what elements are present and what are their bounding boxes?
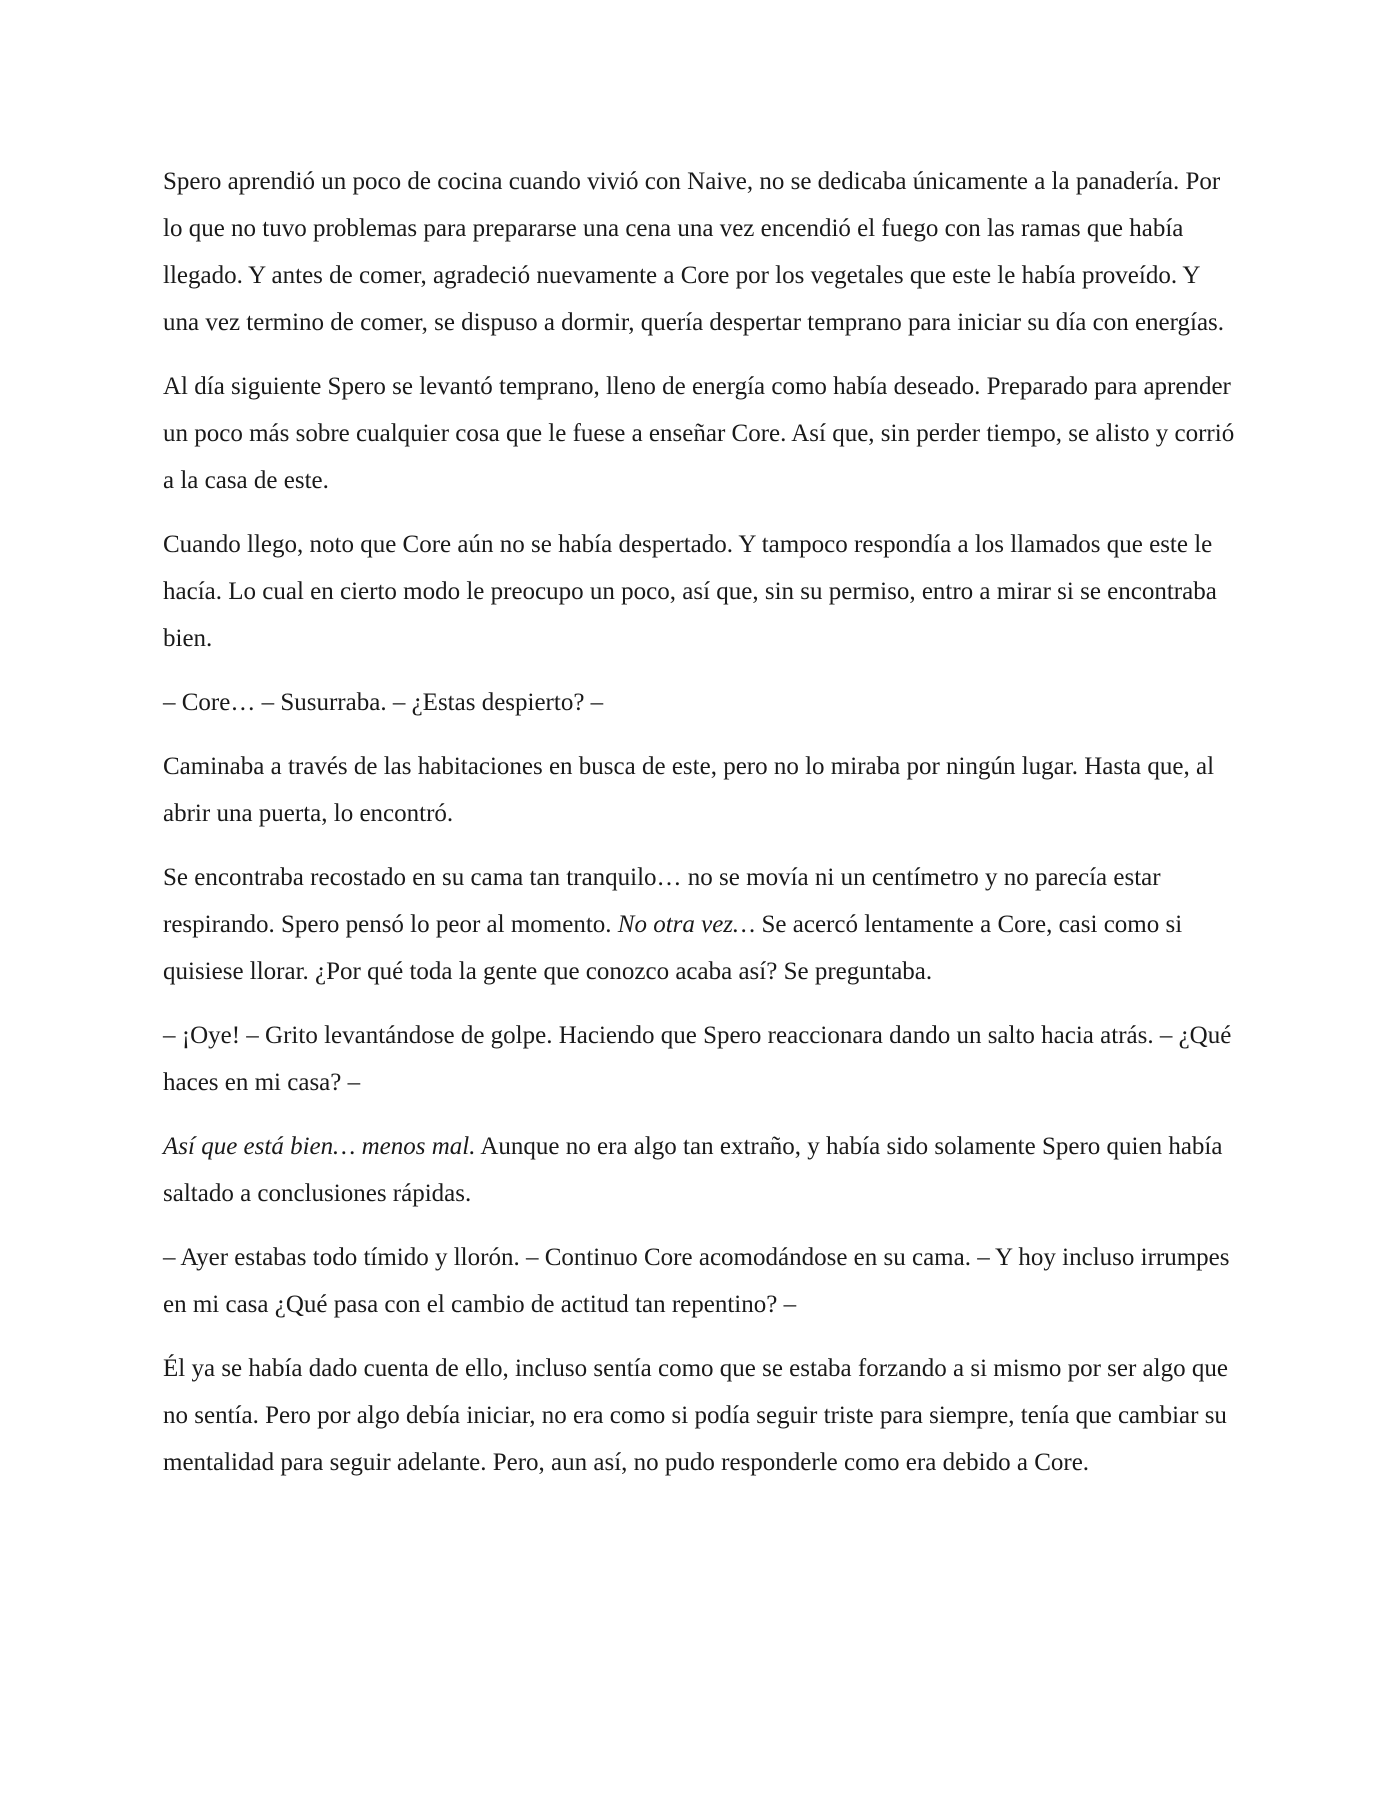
paragraph-text: Él ya se había dado cuenta de ello, incluso sentía como que se estaba forzando a si mismo por ser algo que no sentía. Pero por algo debía iniciar, no era como si podía seguir triste para siempre, tenía que cambiar su mentalidad para seguir adelante. Pero, aun así, no pudo responderle como era debido a Core. [163,1355,1228,1476]
paragraph-text: Cuando llego, noto que Core aún no se había despertado. Y tampoco respondía a los llamados que este le hacía. Lo cual en cierto modo le preocupo un poco, así que, sin su permiso, entro a mirar si se encontraba bien. [163,531,1217,652]
paragraph [163,363,1238,504]
document-body [163,158,1238,1503]
paragraph [163,1123,1238,1217]
dialogue-paragraph [163,1012,1238,1106]
paragraph-text: Aunque no era algo tan extraño, y había sido solamente Spero quien había saltado a conclusiones rápidas. [163,1133,1223,1207]
dialogue-paragraph [163,679,1238,726]
paragraph [163,854,1238,995]
italic-thought: No otra vez… [617,911,756,938]
italic-thought: Así que está bien… menos mal. [163,1133,476,1160]
paragraph [163,1345,1238,1486]
paragraph-text: – Ayer estabas todo tímido y llorón. – Continuo Core acomodándose en su cama. – Y hoy incluso irrumpes en mi casa ¿Qué pasa con el cambio de actitud tan repentino? – [163,1244,1230,1318]
paragraph [163,521,1238,662]
paragraph-text: – Core… – Susurraba. – ¿Estas despierto? – [163,689,604,716]
paragraph-text: Se acercó lentamente a Core, casi como si quisiese llorar. ¿Por qué toda la gente que conozco acaba así? Se preguntaba. [163,911,1183,985]
dialogue-paragraph [163,1234,1238,1328]
paragraph [163,158,1238,346]
paragraph-text: Se encontraba recostado en su cama tan tranquilo… no se movía ni un centímetro y no parecía estar respirando. Spero pensó lo peor al momento. [163,864,1161,938]
paragraph [163,743,1238,837]
paragraph-text: Al día siguiente Spero se levantó temprano, lleno de energía como había deseado. Preparado para aprender un poco más sobre cualquier cosa que le fuese a enseñar Core. Así que, sin perder tiempo, se alisto y corrió a la casa de este. [163,373,1235,494]
paragraph-text: Caminaba a través de las habitaciones en busca de este, pero no lo miraba por ningún lugar. Hasta que, al abrir una puerta, lo encontró. [163,753,1215,827]
paragraph-text: Spero aprendió un poco de cocina cuando vivió con Naive, no se dedicaba únicamente a la panadería. Por lo que no tuvo problemas para prepararse una cena una vez encendió el fuego con las ramas que había llegado. Y antes de comer, agradeció nuevamente a Core por los vegetales que este le había proveído. Y una vez termino de comer, se dispuso a dormir, quería despertar temprano para iniciar su día con energías. [163,168,1225,336]
paragraph-text: – ¡Oye! – Grito levantándose de golpe. Haciendo que Spero reaccionara dando un salto hacia atrás. – ¿Qué haces en mi casa? – [163,1022,1232,1096]
